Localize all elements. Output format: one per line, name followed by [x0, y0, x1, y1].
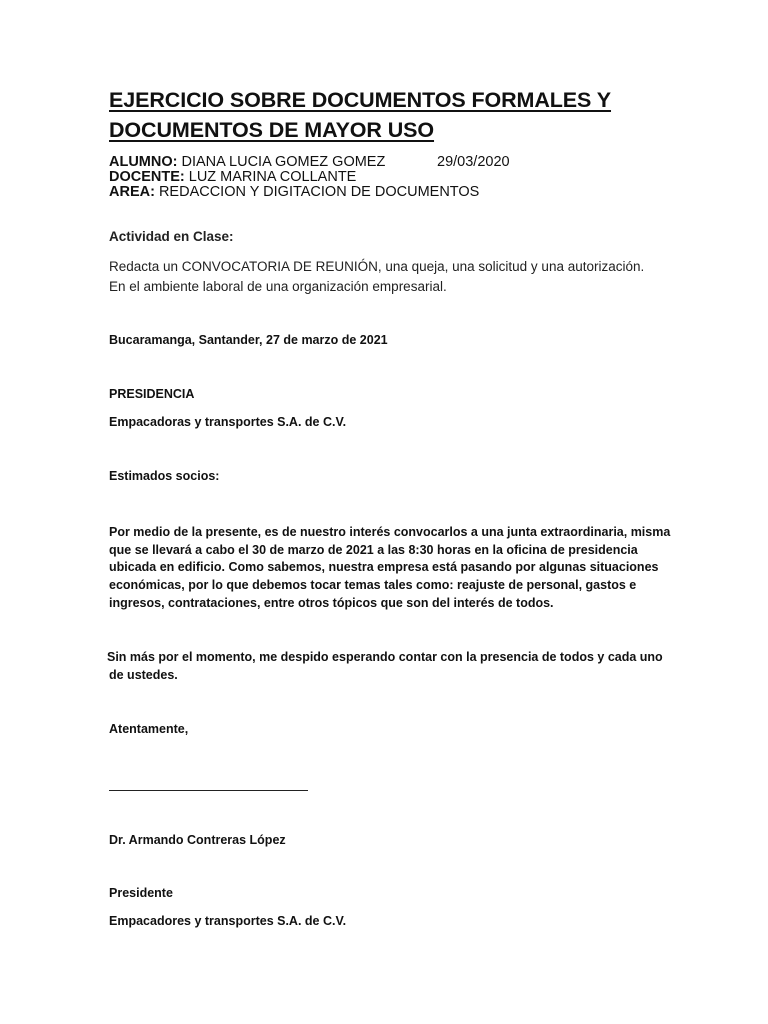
assignment-date: 29/03/2020: [437, 154, 510, 170]
area-label: AREA:: [109, 184, 155, 200]
letter-body-line: ingresos, contrataciones, entre otros tópicos que son del interés de todos.: [109, 596, 554, 610]
alumno-row: [109, 154, 385, 170]
docente-value: LUZ MARINA COLLANTE: [188, 169, 357, 185]
letter-closing-line: de ustedes.: [109, 668, 178, 682]
letter-place-date: Bucaramanga, Santander, 27 de marzo de 2021: [109, 333, 388, 347]
signer-name: Dr. Armando Contreras López: [109, 833, 286, 847]
letter-recipient-title: PRESIDENCIA: [109, 387, 195, 401]
alumno-label: ALUMNO:: [109, 154, 178, 170]
alumno-value: DIANA LUCIA GOMEZ GOMEZ: [181, 154, 386, 170]
activity-heading: Actividad en Clase:: [109, 229, 234, 244]
letter-body-line: que se llevará a cabo el 30 de marzo de 2021 a las 8:30 horas en la oficina de presidencia: [109, 543, 638, 557]
letter-farewell: Atentamente,: [109, 722, 189, 736]
area-value: REDACCION Y DIGITACION DE DOCUMENTOS: [158, 184, 480, 200]
activity-line-1: Redacta un CONVOCATORIA DE REUNIÓN, una queja, una solicitud y una autorización.: [109, 259, 645, 274]
title-line-1: EJERCICIO SOBRE DOCUMENTOS FORMALES Y: [109, 88, 612, 112]
letter-salutation: Estimados socios:: [109, 469, 220, 483]
title-line-2: DOCUMENTOS DE MAYOR USO: [109, 118, 435, 142]
letter-body-line: Por medio de la presente, es de nuestro interés convocarlos a una junta extraordinaria, misma: [109, 525, 671, 539]
signer-company: Empacadores y transportes S.A. de C.V.: [109, 914, 347, 928]
docente-row: [109, 169, 356, 185]
letter-recipient-company: Empacadoras y transportes S.A. de C.V.: [109, 415, 347, 429]
area-row: [109, 184, 479, 200]
docente-label: DOCENTE:: [109, 169, 185, 185]
activity-line-2: En el ambiente laboral de una organización empresarial.: [109, 279, 447, 294]
letter-body-line: ubicada en edificio. Como sabemos, nuestra empresa está pasando por algunas situaciones: [109, 560, 659, 574]
signature-line: [109, 790, 308, 791]
letter-body-line: económicas, por lo que debemos tocar temas tales como: reajuste de personal, gastos e: [109, 578, 637, 592]
letter-closing-line: Sin más por el momento, me despido esperando contar con la presencia de todos y cada uno: [107, 650, 663, 664]
signer-title: Presidente: [109, 886, 173, 900]
